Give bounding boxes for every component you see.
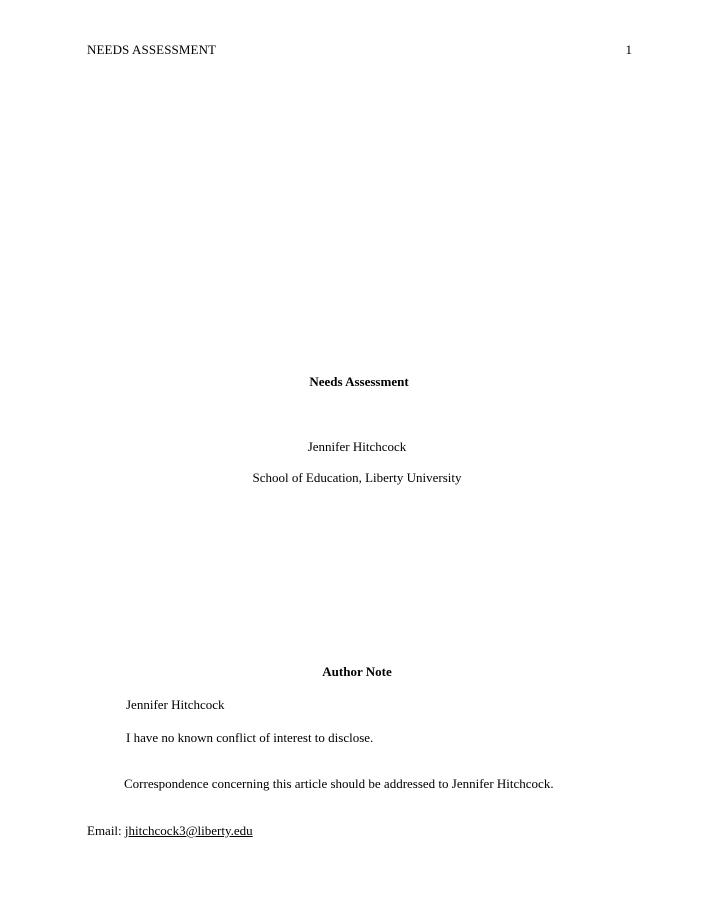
running-head: NEEDS ASSESSMENT — [87, 42, 217, 57]
email-label: Email: — [87, 823, 122, 838]
author-affiliation: School of Education, Liberty University — [252, 470, 462, 485]
email-link[interactable]: jhitchcock3@liberty.edu — [124, 823, 253, 838]
author-note-heading: Author Note — [322, 664, 392, 679]
author-note-name: Jennifer Hitchcock — [126, 697, 225, 712]
author-name: Jennifer Hitchcock — [307, 439, 407, 454]
paper-title: Needs Assessment — [309, 374, 409, 389]
email-line — [87, 823, 253, 839]
conflict-of-interest-statement: I have no known conflict of interest to disclose. — [126, 730, 374, 745]
page-number: 1 — [625, 42, 632, 57]
correspondence-statement: Correspondence concerning this article should be addressed to Jennifer Hitchcock. — [124, 776, 554, 791]
